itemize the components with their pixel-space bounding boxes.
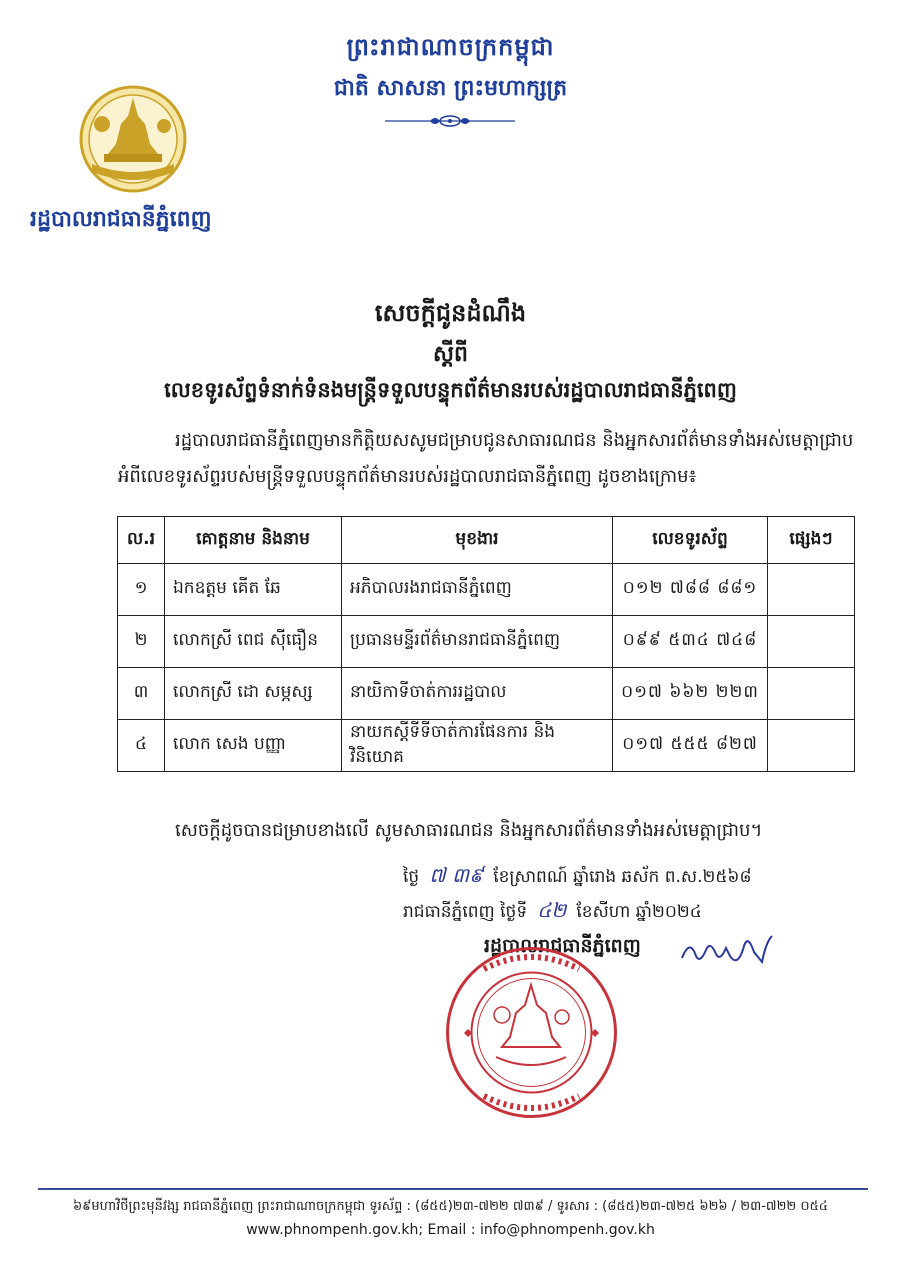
- row-notes: [768, 720, 855, 772]
- row-number: ៤: [118, 720, 165, 772]
- solar-date-handwritten: ៤២: [537, 898, 567, 922]
- row-phone: ០១៧ ៥៥៥ ៨២៧: [613, 720, 768, 772]
- col-header-notes: ផ្សេងៗ: [768, 517, 855, 564]
- lunar-date-suffix: ខែស្រាពណ៍ ឆ្នាំរោង ឆស័ក ព.ស.២៥៦៨: [493, 867, 752, 887]
- row-notes: [768, 668, 855, 720]
- phnom-penh-logo-icon: [78, 84, 188, 199]
- row-notes: [768, 616, 855, 668]
- table-row: [118, 720, 855, 772]
- table-row: [118, 668, 855, 720]
- signatory-title: រដ្ឋបាលរាជធានីភ្នំពេញ: [484, 935, 641, 957]
- table-row: [118, 616, 855, 668]
- col-header-phone: លេខទូរស័ព្ទ: [613, 517, 768, 564]
- intro-line-1: រដ្ឋបាលរាជធានីភ្នំពេញមានកិត្តិយសសូមជម្រាបជូនសាធារណជន និងអ្នកសារព័ត៌មានទាំងអស់មេត្តាជ្រាប: [175, 430, 854, 451]
- lunar-date: [403, 862, 751, 892]
- closing-sentence: សេចក្តីដូចបានជម្រាបខាងលើ សូមសាធារណជន និងអ្នកសារព័ត៌មានទាំងអស់មេត្តាជ្រាប។: [175, 820, 763, 841]
- row-name: លោកស្រី ពេជ ស៊ីធឿន: [165, 616, 342, 668]
- national-motto: ជាតិ សាសនា ព្រះមហាក្សត្រ: [333, 76, 568, 101]
- contacts-table: [117, 516, 855, 772]
- row-position: ប្រធានមន្ទីរព័ត៌មានរាជធានីភ្នំពេញ: [342, 616, 613, 668]
- row-phone: ០៩៩ ៥៣៤ ៧៤៨: [613, 616, 768, 668]
- col-header-name: គោត្តនាម និងនាម: [165, 517, 342, 564]
- row-position: នាយិកាទីចាត់ការរដ្ឋបាល: [342, 668, 613, 720]
- footer-address: ៦៩មហាវិថីព្រះមុនីវង្ស រាជធានីភ្នំពេញ ព្រះរាជាណាចក្រកម្ពុជា ទូរស័ព្ទ : (៨៥៥)២៣-៧២២ ៧៣៩ / ទូរសារ : (៨៥៥)២៣-៧២៥ ៦២៦ / ២៣-៧២២ ០៥៤: [72, 1199, 829, 1214]
- row-phone: ០១៧ ៦៦២ ២២៣: [613, 668, 768, 720]
- footer-divider: [38, 1188, 868, 1190]
- footer-contact: www.phnompenh.gov.kh; Email : info@phnompenh.gov.kh: [246, 1222, 655, 1238]
- row-number: ២: [118, 616, 165, 668]
- table-row: [118, 564, 855, 616]
- intro-line-2: អំពីលេខទូរស័ព្ទរបស់មន្ត្រីទទួលបន្ទុកព័ត៌មានរបស់រដ្ឋបាលរាជធានីភ្នំពេញ ដូចខាងក្រោម៖: [118, 466, 697, 487]
- solar-date-suffix: ខែសីហា ឆ្នាំ២០២៤: [576, 902, 702, 922]
- row-number: ៣: [118, 668, 165, 720]
- col-header-number: ល.រ: [118, 517, 165, 564]
- table-header-row: [118, 517, 855, 564]
- row-position: អភិបាលរងរាជធានីភ្នំពេញ: [342, 564, 613, 616]
- row-name: លោកស្រី ដោ សម្ភស្ស: [165, 668, 342, 720]
- row-name: លោក សេង បញ្ញា: [165, 720, 342, 772]
- notice-title: សេចក្តីជូនដំណឹង: [374, 299, 527, 327]
- kingdom-heading: ព្រះរាជាណាចក្រកម្ពុជា: [346, 33, 555, 61]
- row-number: ១: [118, 564, 165, 616]
- official-seal-icon: [444, 945, 619, 1120]
- lunar-date-handwritten: ៧ ៣៩: [429, 863, 484, 887]
- notice-subject-label: ស្តីពី: [433, 342, 468, 367]
- solar-date-prefix: រាជធានីភ្នំពេញ ថ្ងៃទី: [403, 902, 528, 922]
- administration-name: រដ្ឋបាលរាជធានីភ្នំពេញ: [30, 207, 212, 232]
- lunar-date-prefix: ថ្ងៃ: [403, 867, 420, 887]
- col-header-position: មុខងារ: [342, 517, 613, 564]
- ornament-divider-icon: [385, 112, 515, 130]
- row-position: នាយកស្តីទីទីចាត់ការផែនការ និងវិនិយោគ: [342, 720, 613, 772]
- solar-date: [403, 897, 702, 927]
- row-name: ឯកឧត្តម គើត ឆែ: [165, 564, 342, 616]
- signature-icon: [678, 928, 778, 972]
- notice-subject: លេខទូរស័ព្ទទំនាក់ទំនងមន្ត្រីទទួលបន្ទុកព័ត៌មានរបស់រដ្ឋបាលរាជធានីភ្នំពេញ: [164, 378, 737, 402]
- row-phone: ០១២ ៧៨៨ ៨៨១: [613, 564, 768, 616]
- row-notes: [768, 564, 855, 616]
